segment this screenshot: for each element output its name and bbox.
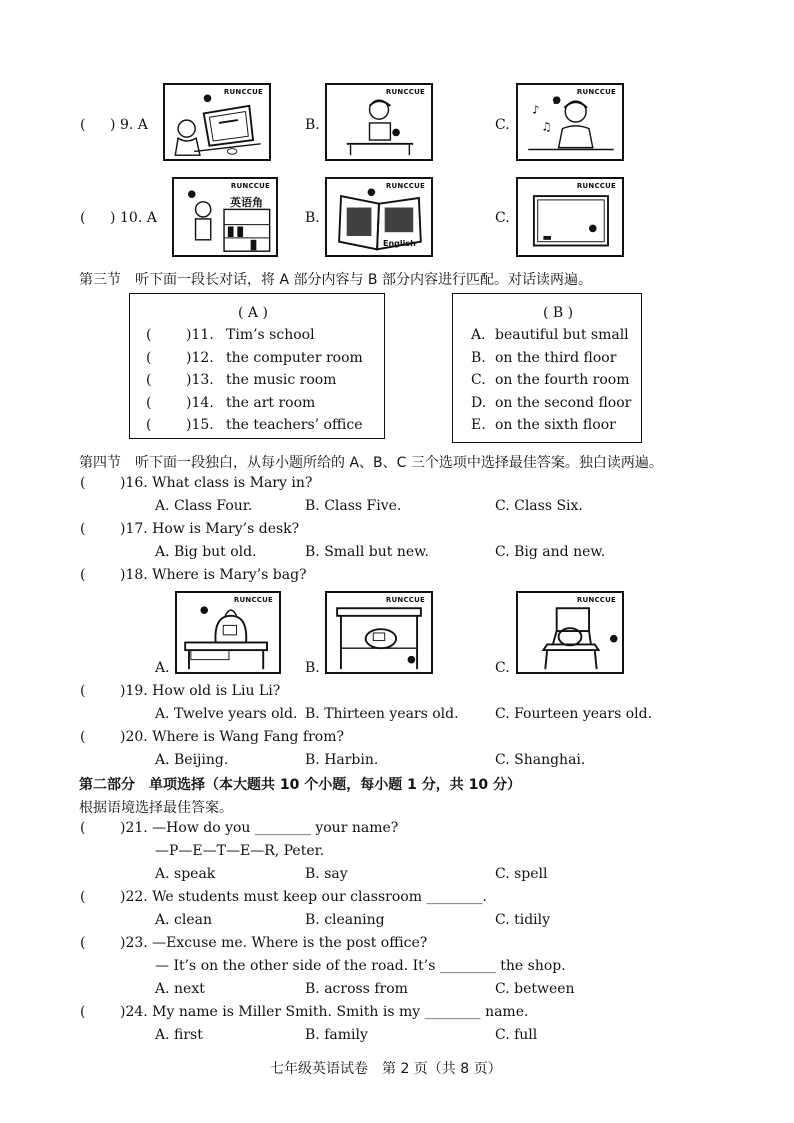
match-item-b-text: on the second floor	[495, 394, 632, 411]
q21-option-c[interactable]: C. spell	[495, 866, 548, 882]
q19-answer-paren: (	[80, 683, 86, 699]
q18-stem: )18. Where is Mary’s bag?	[120, 567, 307, 583]
brand-logo: RUNCCUE	[385, 88, 425, 96]
box-b-title: ( B )	[543, 305, 574, 321]
book-english-word: English	[383, 239, 416, 248]
q23-option-a[interactable]: A. next	[155, 981, 205, 997]
q18-image-c	[516, 591, 624, 674]
q20-answer-paren: (	[80, 729, 86, 745]
q16-option-c[interactable]: C. Class Six.	[495, 498, 583, 514]
match-item-a-text: the art room	[226, 394, 316, 411]
match-item-b-letter: D.	[471, 394, 487, 411]
q24-answer-paren: (	[80, 1004, 86, 1020]
bag-on-chair-icon	[518, 593, 622, 672]
q16-stem: )16. What class is Mary in?	[120, 475, 313, 491]
brand-logo: RUNCCUE	[576, 596, 616, 604]
q9-option-b-label: B.	[305, 117, 320, 133]
q21-option-b[interactable]: B. say	[305, 866, 348, 882]
q16-option-a[interactable]: A. Class Four.	[155, 498, 253, 514]
match-item-a-paren: (	[146, 417, 152, 433]
q9-image-b	[325, 83, 433, 161]
svg-text:♫: ♫	[541, 119, 552, 134]
match-item-b-letter: A.	[471, 327, 486, 343]
q9-label: 9. A	[120, 117, 148, 133]
brand-logo: RUNCCUE	[576, 88, 616, 96]
match-item-a-number: )13.	[186, 372, 214, 388]
part2-title: 第二部分 单项选择（本大题共 10 个小题，每小题 1 分，共 10 分）	[79, 777, 521, 793]
match-item-a-text: the teachers’ office	[226, 417, 363, 433]
q24-stem: )24. My name is Miller Smith. Smith is my ________ name.	[120, 1004, 529, 1020]
q18-option-b-label[interactable]: B.	[305, 660, 320, 676]
q20-option-a[interactable]: A. Beijing.	[155, 752, 229, 768]
match-item-b-letter: E.	[471, 417, 486, 433]
blackboard-icon	[518, 179, 622, 255]
q24-option-a[interactable]: A. first	[155, 1027, 203, 1043]
match-item-a-text: the computer room	[226, 349, 363, 366]
match-item-b-text: beautiful but small	[495, 327, 629, 343]
brand-logo: RUNCCUE	[233, 596, 273, 604]
q9-image-a	[163, 83, 271, 161]
q19-option-b[interactable]: B. Thirteen years old.	[305, 706, 459, 722]
q21-option-a[interactable]: A. speak	[155, 866, 216, 882]
boy-bookshelf-icon	[174, 179, 276, 255]
q18-image-a	[175, 591, 281, 674]
q24-option-b[interactable]: B. family	[305, 1027, 368, 1043]
q10-image-a	[172, 177, 278, 257]
bag-on-desk-icon	[177, 593, 279, 672]
q21-stem: )21. —How do you ________ your name?	[120, 820, 399, 836]
box-a-title: ( A )	[238, 305, 268, 321]
q9-answer-paren-open: (	[80, 117, 86, 133]
match-item-a-paren: (	[146, 372, 152, 388]
match-item-a-number: )11.	[186, 327, 214, 343]
page-footer: 七年级英语试卷 第 2 页（共 8 页）	[270, 1061, 502, 1077]
q22-answer-paren: (	[80, 889, 86, 905]
q17-stem: )17. How is Mary’s desk?	[120, 521, 300, 537]
match-item-a-number: )14.	[186, 394, 214, 411]
brand-logo: RUNCCUE	[576, 182, 616, 190]
q10-answer-paren-open: (	[80, 210, 86, 226]
q17-option-c[interactable]: C. Big and new.	[495, 544, 606, 560]
q18-image-b	[325, 591, 433, 674]
q18-option-a-label[interactable]: A.	[155, 660, 170, 676]
bag-under-desk-icon	[327, 593, 431, 672]
svg-text:♪: ♪	[532, 102, 540, 117]
match-item-b-text: on the sixth floor	[495, 417, 616, 433]
q23-answer-paren: (	[80, 935, 86, 951]
q22-option-c[interactable]: C. tidily	[495, 912, 551, 928]
q16-option-b[interactable]: B. Class Five.	[305, 498, 402, 514]
q9-option-c-label: C.	[495, 117, 510, 133]
q21-line2: —P—E—T—E—R, Peter.	[155, 843, 325, 859]
q23-stem: )23. —Excuse me. Where is the post office?	[120, 935, 428, 951]
q19-option-c[interactable]: C. Fourteen years old.	[495, 706, 653, 722]
q21-answer-paren: (	[80, 820, 86, 836]
q23-line2: — It’s on the other side of the road. It’s ________ the shop.	[155, 958, 566, 974]
match-item-b-letter: C.	[471, 372, 486, 388]
q9-answer-paren-close: )	[110, 117, 116, 133]
match-item-a-number: )12.	[186, 349, 214, 366]
q23-option-c[interactable]: C. between	[495, 981, 575, 997]
music-girl-icon	[518, 85, 622, 159]
brand-logo: RUNCCUE	[230, 182, 270, 190]
q23-option-b[interactable]: B. across from	[305, 981, 408, 997]
q22-option-b[interactable]: B. cleaning	[305, 912, 385, 928]
match-item-a-paren: (	[146, 327, 152, 343]
english-corner-sign: 英语角	[230, 196, 263, 209]
brand-logo: RUNCCUE	[385, 182, 425, 190]
q20-option-c[interactable]: C. Shanghai.	[495, 752, 586, 768]
match-item-a-text: Tim’s school	[226, 327, 315, 343]
q20-option-b[interactable]: B. Harbin.	[305, 752, 379, 768]
section3-title: 第三节 听下面一段长对话，将 A 部分内容与 B 部分内容进行匹配。对话读两遍。	[79, 272, 592, 288]
match-item-b-text: on the fourth room	[495, 372, 630, 388]
q22-option-a[interactable]: A. clean	[155, 912, 212, 928]
brand-logo: RUNCCUE	[223, 88, 263, 96]
q9-image-c	[516, 83, 624, 161]
q20-stem: )20. Where is Wang Fang from?	[120, 729, 344, 745]
reading-girl-icon	[327, 85, 431, 159]
match-item-b-letter: B.	[471, 349, 486, 366]
q16-answer-paren: (	[80, 475, 86, 491]
match-item-a-paren: (	[146, 349, 152, 366]
q22-stem: )22. We students must keep our classroom ________.	[120, 889, 487, 905]
computer-girl-icon	[165, 85, 269, 159]
q19-stem: )19. How old is Liu Li?	[120, 683, 281, 699]
match-item-a-number: )15.	[186, 417, 214, 433]
q17-option-a[interactable]: A. Big but old.	[155, 544, 257, 560]
section4-title: 第四节 听下面一段独白，从每小题所给的 A、B、C 三个选项中选择最佳答案。独白读两遍。	[79, 455, 663, 471]
brand-logo: RUNCCUE	[385, 596, 425, 604]
q10-image-b	[325, 177, 433, 257]
q10-answer-paren-close: )	[110, 210, 116, 226]
q10-option-c-label: C.	[495, 210, 510, 226]
q24-option-c[interactable]: C. full	[495, 1027, 538, 1043]
q10-label: 10. A	[120, 210, 157, 226]
q17-answer-paren: (	[80, 521, 86, 537]
q17-option-b[interactable]: B. Small but new.	[305, 544, 429, 560]
match-item-b-text: on the third floor	[495, 349, 617, 366]
q19-option-a[interactable]: A. Twelve years old.	[155, 706, 298, 722]
part2-instruction: 根据语境选择最佳答案。	[79, 800, 233, 816]
match-item-a-paren: (	[146, 394, 152, 411]
q10-image-c	[516, 177, 624, 257]
q18-option-c-label[interactable]: C.	[495, 660, 510, 676]
q18-answer-paren: (	[80, 567, 86, 583]
q10-option-b-label: B.	[305, 210, 320, 226]
match-item-a-text: the music room	[226, 372, 337, 388]
